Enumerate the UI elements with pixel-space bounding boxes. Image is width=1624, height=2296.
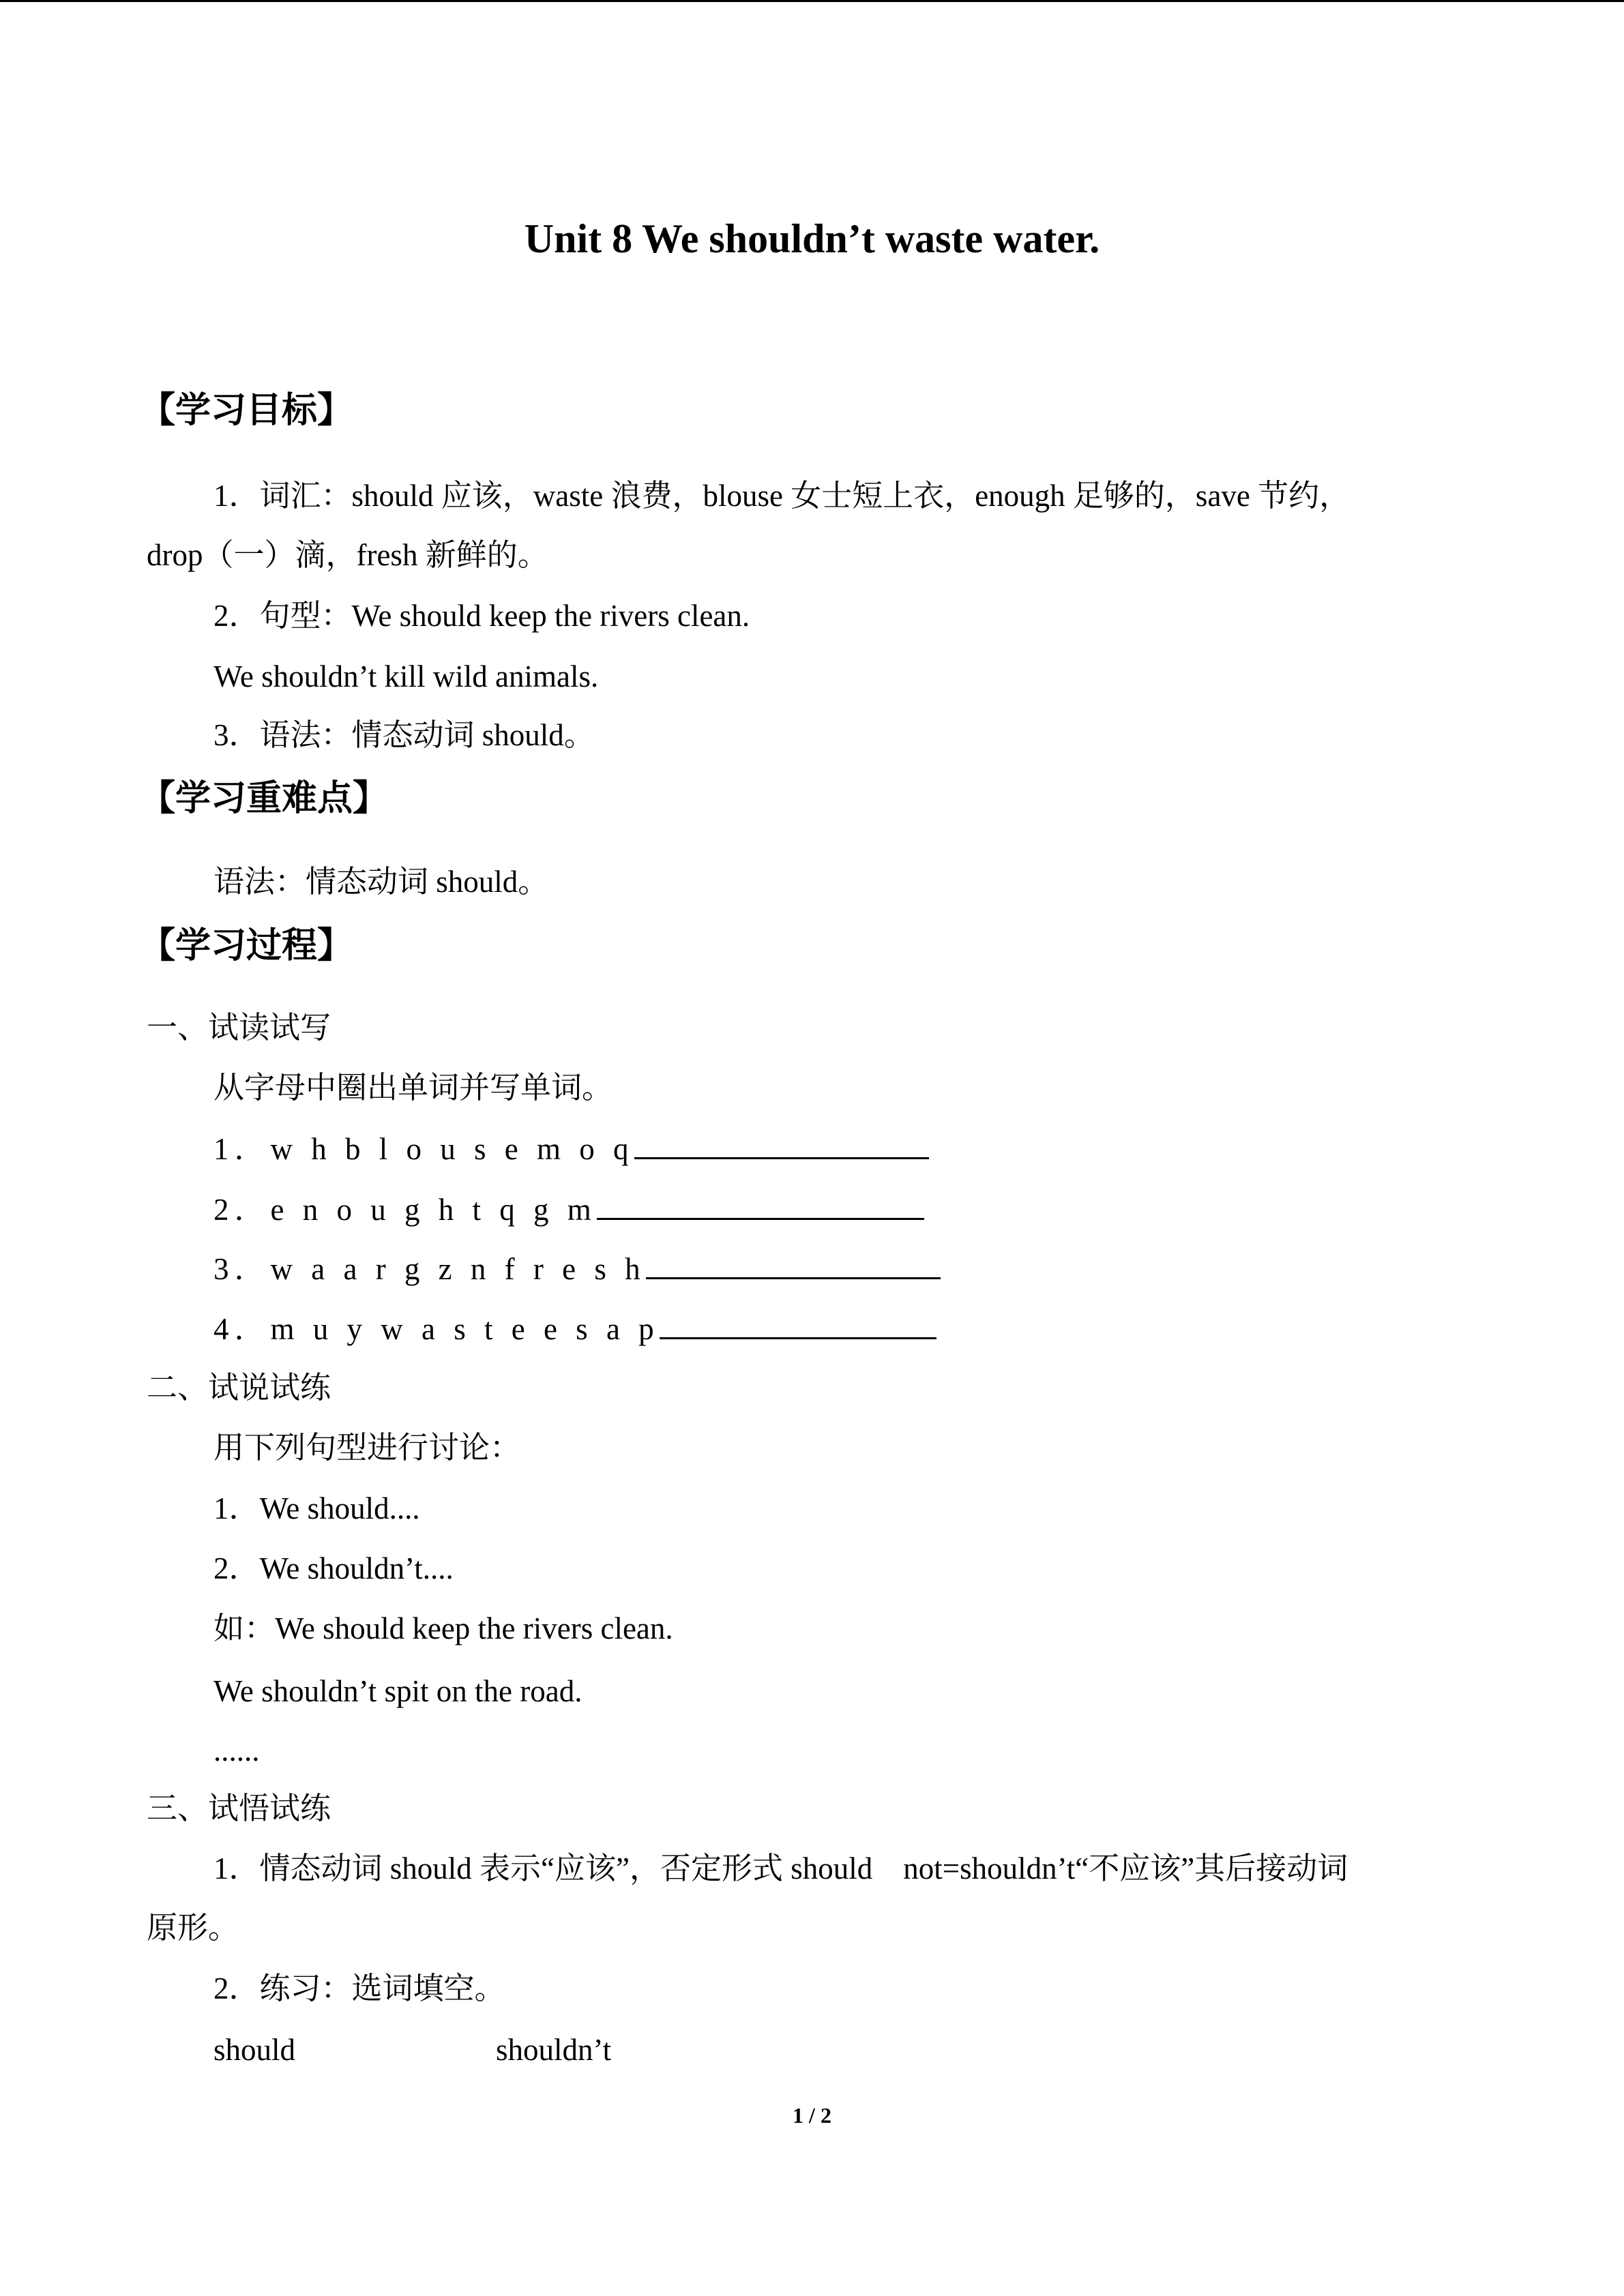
- vocab-line-1: 1．词汇：should 应该，waste 浪费，blouse 女士短上衣，enough 足够的，save 节约，: [213, 479, 1350, 513]
- answer-blank[interactable]: [634, 1127, 929, 1159]
- answer-blank[interactable]: [646, 1247, 941, 1279]
- part2-ellipsis: ......: [213, 1733, 260, 1768]
- key-points-text: 语法：情态动词 should。: [213, 865, 549, 899]
- word-puzzle-letters: 2．e n o u g h t q g m: [213, 1193, 597, 1227]
- page-title: Unit 8 We shouldn’t waste water.: [524, 216, 1100, 261]
- section-heading-process: 【学习过程】: [140, 927, 353, 966]
- answer-blank[interactable]: [660, 1307, 936, 1339]
- answer-blank[interactable]: [597, 1188, 924, 1220]
- part2-item-1: 1．We should....: [213, 1491, 420, 1525]
- word-puzzle-item: [213, 1188, 924, 1230]
- part3-title: 三、试悟试练: [147, 1791, 331, 1825]
- part2-example-1: 如：We should keep the rivers clean.: [213, 1611, 673, 1645]
- word-puzzle-letters: 3．w a a r g z n f r e s h: [213, 1252, 646, 1286]
- part2-instruction: 用下列句型进行讨论：: [213, 1431, 521, 1465]
- part1-instruction: 从字母中圈出单词并写单词。: [213, 1071, 613, 1105]
- word-puzzle-letters: 1．w h b l o u s e m o q: [213, 1132, 634, 1166]
- part2-title: 二、试说试练: [147, 1371, 331, 1405]
- part2-example-2: We shouldn’t spit on the road.: [213, 1674, 582, 1708]
- part3-exercise: 2．练习：选词填空。: [213, 1971, 505, 2006]
- part1-title: 一、试读试写: [147, 1011, 331, 1045]
- section-heading-key-points: 【学习重难点】: [140, 779, 389, 818]
- pattern-line-1: 2．句型：We should keep the rivers clean.: [213, 599, 750, 633]
- section-heading-goals: 【学习目标】: [140, 391, 353, 430]
- page-number: 1 / 2: [793, 2103, 831, 2128]
- grammar-line: 3．语法：情态动词 should。: [213, 718, 595, 752]
- part2-item-2: 2．We shouldn’t....: [213, 1551, 454, 1585]
- part3-rule-line-1: 1．情态动词 should 表示“应该”，否定形式 should not=shouldn’t“不应该”其后接动词: [213, 1851, 1348, 1885]
- word-puzzle-letters: 4．m u y w a s t e e s a p: [213, 1312, 660, 1346]
- option-should: should: [213, 2033, 296, 2067]
- word-puzzle-item: [213, 1247, 941, 1289]
- word-puzzle-item: [213, 1127, 929, 1169]
- option-shouldnt: shouldn’t: [496, 2033, 612, 2067]
- top-border-line: [0, 0, 1624, 2]
- part3-rule-line-2: 原形。: [147, 1911, 239, 1945]
- word-puzzle-item: [213, 1307, 936, 1350]
- pattern-line-2: We shouldn’t kill wild animals.: [213, 659, 599, 694]
- vocab-line-2: drop（一）滴，fresh 新鲜的。: [147, 538, 548, 572]
